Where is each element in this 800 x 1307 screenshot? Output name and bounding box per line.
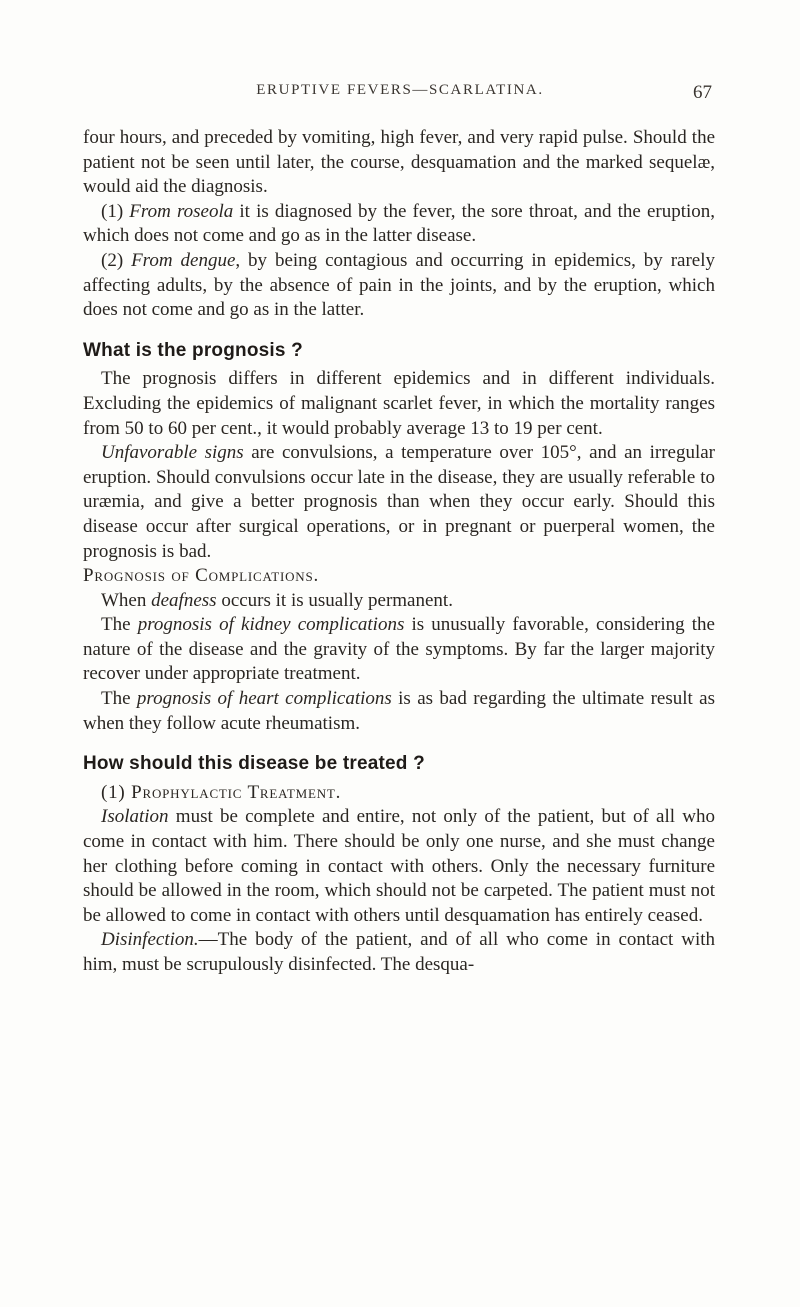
paragraph-diagnosis-continued: four hours, and preceded by vomiting, high fever, and very rapid pulse. Should the patient not be seen until later, the course, desquamation and the marked sequelæ, would aid the diagnosis.: [83, 127, 715, 198]
paragraph-text: The: [101, 614, 138, 636]
italic-term: prognosis of kidney complications: [137, 614, 405, 636]
paragraph-text: is as bad regarding the ultimate result as when they follow acute rheumatism.: [83, 688, 715, 734]
paragraph-unfavorable-signs: [83, 441, 715, 564]
paragraph-kidney-complications: [83, 613, 715, 687]
italic-term: prognosis of heart complications: [136, 688, 392, 710]
subheading-prognosis-complications: Prognosis of Complications.: [83, 565, 320, 587]
paragraph-deafness: [83, 589, 715, 614]
italic-term: From roseola: [129, 200, 234, 222]
italic-term: Isolation: [101, 806, 169, 828]
paragraph-disinfection: [83, 928, 715, 977]
paragraph-text: , by being contagious and occurring in epidemics, by rarely affecting adults, by the absence of pain in the joints, and by the eruption, which does not come and go as in the latter.: [83, 249, 716, 321]
subheading-prophylactic-treatment: (1) Prophylactic Treatment.: [101, 781, 342, 803]
paragraph-text: are convulsions, a temperature over 105°, and an irregular eruption. Should convulsions occur late in the disease, they are usually referable to uræmia, and give a better prognosis than when they occur early. Should this disease occur after surgical operations, or in pregnant or puerperal women, the prognosis is bad.: [83, 442, 715, 562]
enumerator: (2): [101, 249, 132, 271]
paragraph-text: it is diagnosed by the fever, the sore throat, and the eruption, which does not come and go as in the latter disease.: [83, 200, 716, 247]
paragraph-text: occurs it is usually permanent.: [216, 589, 453, 611]
paragraph-text: The: [101, 688, 137, 710]
section-heading-prognosis: What is the prognosis ?: [83, 339, 303, 361]
paragraph-heart-complications: [83, 687, 715, 736]
italic-term: Unfavorable signs: [101, 442, 244, 464]
paragraph-isolation: [83, 805, 715, 928]
body-text: [83, 126, 715, 978]
paragraph-text: —The body of the patient, and of all who come in contact with him, must be scrupulously disinfected. The desqua-: [83, 929, 715, 975]
paragraph-dengue: [83, 249, 715, 323]
section-heading-treatment: How should this disease be treated ?: [83, 753, 425, 775]
paragraph-prognosis: The prognosis differs in different epidemics and in different individuals. Excluding the epidemics of malignant scarlet fever, in which the mortality ranges from 50 to 60 per cent., it would probably average 13 to 19 per cent.: [83, 368, 715, 439]
paragraph-text: is unusually favorable, considering the nature of the disease and the gravity of the symptoms. By far the larger majority recover under appropriate treatment.: [83, 614, 715, 685]
page-number: 67: [693, 82, 712, 103]
running-title: ERUPTIVE FEVERS—SCARLATINA.: [256, 82, 544, 98]
paragraph-text: When: [101, 589, 152, 611]
running-head: [0, 82, 800, 106]
paragraph-text: must be complete and entire, not only of the patient, but of all who come in contact with him. There should be only one nurse, and she must change her clothing before coming in contact with others. Only the necessary furniture should be allowed in the room, which should not be carpeted. The patient must not be allowed to come in contact with others until desquamation has entirely ceased.: [83, 806, 715, 926]
italic-term: From dengue: [131, 249, 236, 271]
italic-term: deafness: [151, 589, 217, 611]
enumerator: (1): [101, 200, 130, 222]
paragraph-roseola: [83, 200, 715, 249]
italic-term: Disinfection.: [101, 929, 199, 951]
